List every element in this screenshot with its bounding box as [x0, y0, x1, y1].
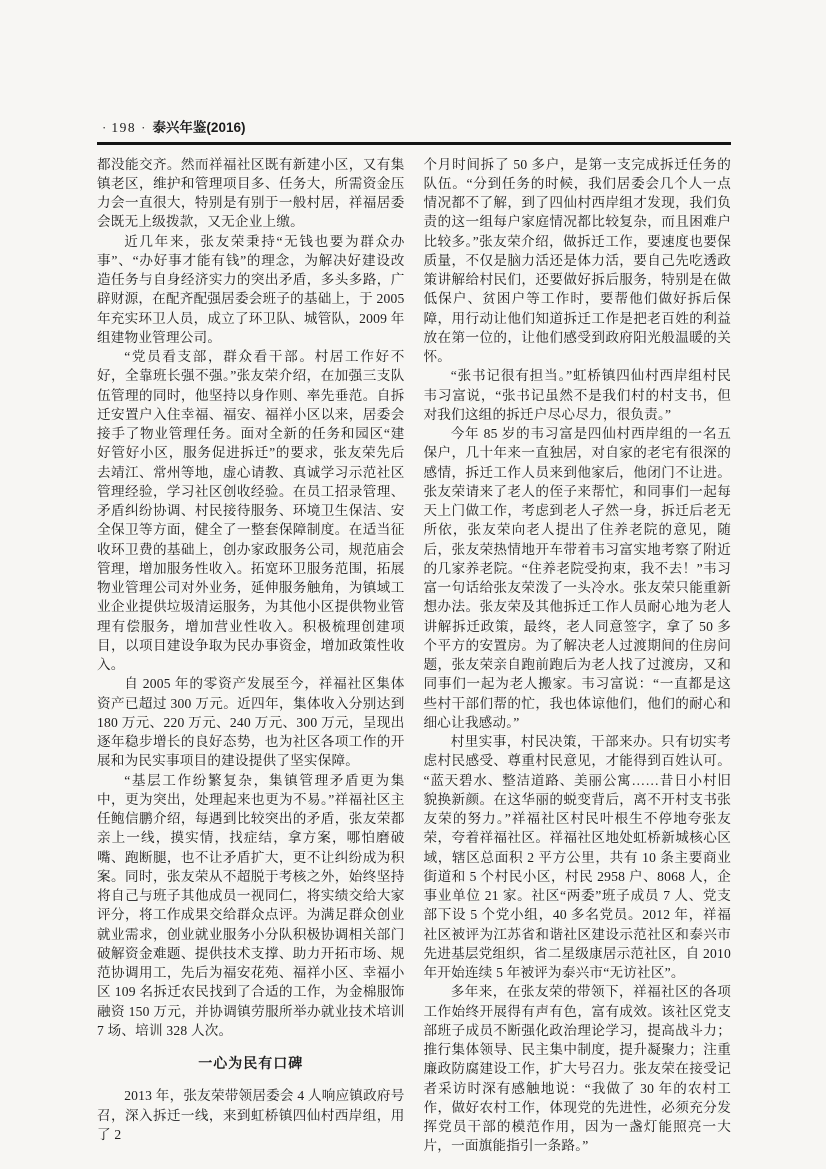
- paragraph: 多年来，在张友荣的带领下，祥福社区的各项工作始终开展得有声有色，富有成效。该社区党支部班子成员不断强化政治理论学习，提高战斗力；推行集体领导、民主集中制度，提升凝聚力；注重廉政防腐建设工作，扩大号召力。张友荣在接受记者采访时深有感触地说：“我做了 30 年的农村工作，做好农村工作，体现党的先进性，必须充分发挥党员干部的模范作用，因为一盏灯能照亮一大片，一面旗能指引一条路。”: [423, 984, 731, 1154]
- book-title: 泰兴年鉴(2016): [152, 120, 246, 135]
- header-dot-right: ·: [141, 120, 146, 135]
- header-dot-left: ·: [102, 120, 107, 135]
- page-number: 198: [111, 120, 137, 135]
- paragraph: “张书记很有担当。”虹桥镇四仙村西岸组村民韦习富说，“张书记虽然不是我们村的村支书，但对我们这组的拆迁户尽心尽力，很负责。”: [423, 368, 731, 422]
- column-right: [424, 155, 732, 1156]
- column-left: [97, 155, 405, 1156]
- paragraph: 2013 年，张友荣带领居委会 4 人响应镇政府号召，深入拆迁一线，来到虹桥镇四仙村西岸组，用了 2: [97, 1088, 405, 1142]
- paragraph: 村里实事，村民决策，干部来办。只有切实考虑村民感受、尊重村民意见，才能得到百姓认可。“蓝天碧水、整洁道路、美丽公寓……昔日小村旧貌换新颜。在这华丽的蜕变背后，离不开村支书张友荣的努力。”祥福社区村民叶根生不停地夸张友荣，夸着祥福社区。祥福社区地处虹桥新城核心区域，辖区总面积 2 平方公里，共有 10 条主要商业街道和 5 个村民小区，村民 2958 户、8068 人，企事业单位 21 家。社区“两委”班子成员 7 人、党支部下设 5 个党小组，40 多名党员。2012 年，祥福社区被评为江苏省和谐社区建设示范社区和泰兴市先进基层党组织，省二星级康居示范社区，自 2010 年开始连续 5 年被评为泰兴市“无访社区”。: [423, 734, 731, 980]
- paragraph: 都没能交齐。然而祥福社区既有新建小区，又有集镇老区，维护和管理项目多、任务大，所需资金压力会一直很大，特别是有别于一般村居，祥福居委会既无上级拨款，又无企业上缴。: [97, 156, 405, 230]
- paragraph: 今年 85 岁的韦习富是四仙村西岸组的一名五保户，几十年来一直独居，对自家的老宅有很深的感情，拆迁工作人员来到他家后，他闭门不让进。张友荣请来了老人的侄子来帮忙，和同事们一起每天上门做工作，考虑到老人孑然一身，拆迁后老无所依，张友荣向老人提出了住养老院的意见，随后，张友荣热情地开车带着韦习富实地考察了附近的几家养老院。“住养老院受拘束，我不去！”韦习富一句话给张友荣泼了一头冷水。张友荣只能重新想办法。张友荣及其他拆迁工作人员耐心地为老人讲解拆迁政策，最终，老人同意签字，拿了 50 多个平方的安置房。为了解决老人过渡期间的住房问题，张友荣亲自跑前跑后为老人找了过渡房，又和同事们一起为老人搬家。韦习富说：“一直都是这些村干部们帮的忙，我也体谅他们，他们的耐心和细心让我感动。”: [423, 426, 731, 730]
- paragraph: 自 2005 年的零资产发展至今，祥福社区集体资产已超过 300 万元。近四年，集体收入分别达到 180 万元、220 万元、240 万元、300 万元，呈现出逐年稳步增长的良好态势，也为社区各项工作的开展和为民实事项目的建设提供了坚实保障。: [97, 676, 405, 769]
- content-columns: [97, 155, 731, 1156]
- section-heading: 一心为民有口碑: [198, 1055, 304, 1071]
- page-header: [97, 116, 731, 136]
- paragraph: “基层工作纷繁复杂，集镇管理矛盾更为集中，更为突出，处理起来也更为不易。”祥福社区主任鲍信鹏介绍，每遇到比较突出的矛盾，张友荣都亲上一线，摸实情，找症结，拿方案，哪怕磨破嘴、跑断腿，也不让矛盾扩大，更不让纠纷成为积案。同时，张友荣从不超脱于考核之外，始终坚持将自己与班子其他成员一视同仁，将实绩交给大家评分，将工作成果交给群众点评。为满足群众创业就业需求，创业就业服务小分队积极协调相关部门破解资金难题、提供技术支撑、助力开拓市场、规范协调用工，先后为福安花苑、福祥小区、幸福小区 109 名拆迁农民找到了合适的工作，为金棉服饰融资 150 万元，并协调镇劳服所举办就业技术培训 7 场、培训 328 人次。: [97, 772, 405, 1038]
- paragraph: 近几年来，张友荣秉持“无钱也要为群众办事”、“办好事才能有钱”的理念，为解决好建设改造任务与自身经济实力的突出矛盾，多头多路，广辟财源，在配齐配强居委会班子的基础上，于 2005 年充实环卫人员，成立了环卫队、城管队，2009 年组建物业管理公司。: [97, 233, 405, 345]
- paragraph: 个月时间拆了 50 多户，是第一支完成拆迁任务的队伍。“分到任务的时候，我们居委会几个人一点情况都不了解，到了四仙村西岸组才发现，我们负责的这一组每户家庭情况都比较复杂，而且困难户比较多。”张友荣介绍，做拆迁工作，要速度也要保质量，不仅是脑力活还是体力活，要自己先吃透政策讲解给村民们，还要做好拆后服务，特别是在做低保户、贫困户等工作时，要帮他们做好拆后保障，用行动让他们知道拆迁工作是把老百姓的利益放在第一位的，让他们感受到政府阳光般温暖的关怀。: [423, 156, 731, 364]
- page-content: [97, 116, 731, 1156]
- paragraph: “党员看支部，群众看干部。村居工作好不好，全靠班长强不强。”张友荣介绍，在加强三支队伍管理的同时，他坚持以身作则、率先垂范。自拆迁安置户入住幸福、福安、福祥小区以来，居委会接手了物业管理任务。面对全新的任务和园区“建好管好小区，服务促进拆迁”的要求，张友荣先后去靖江、常州等地，虚心请教、真诚学习示范社区管理经验，学习社区创收经验。在员工招录管理、矛盾纠纷协调、村民接待服务、环境卫生保洁、安全保卫等方面，健全了一整套保障制度。在适当征收环卫费的基础上，创办家政服务公司，规范庙会管理，增加服务性收入。拓宽环卫服务范围，拓展物业管理公司对外业务，延伸服务触角，为镇域工业企业提供垃圾清运服务，为其他小区提供物业管理有偿服务，增加营业性收入。积极梳理创建项目，以项目建设争取为民办事资金，增加政策性收入。: [97, 349, 405, 672]
- header-rule: [97, 142, 731, 145]
